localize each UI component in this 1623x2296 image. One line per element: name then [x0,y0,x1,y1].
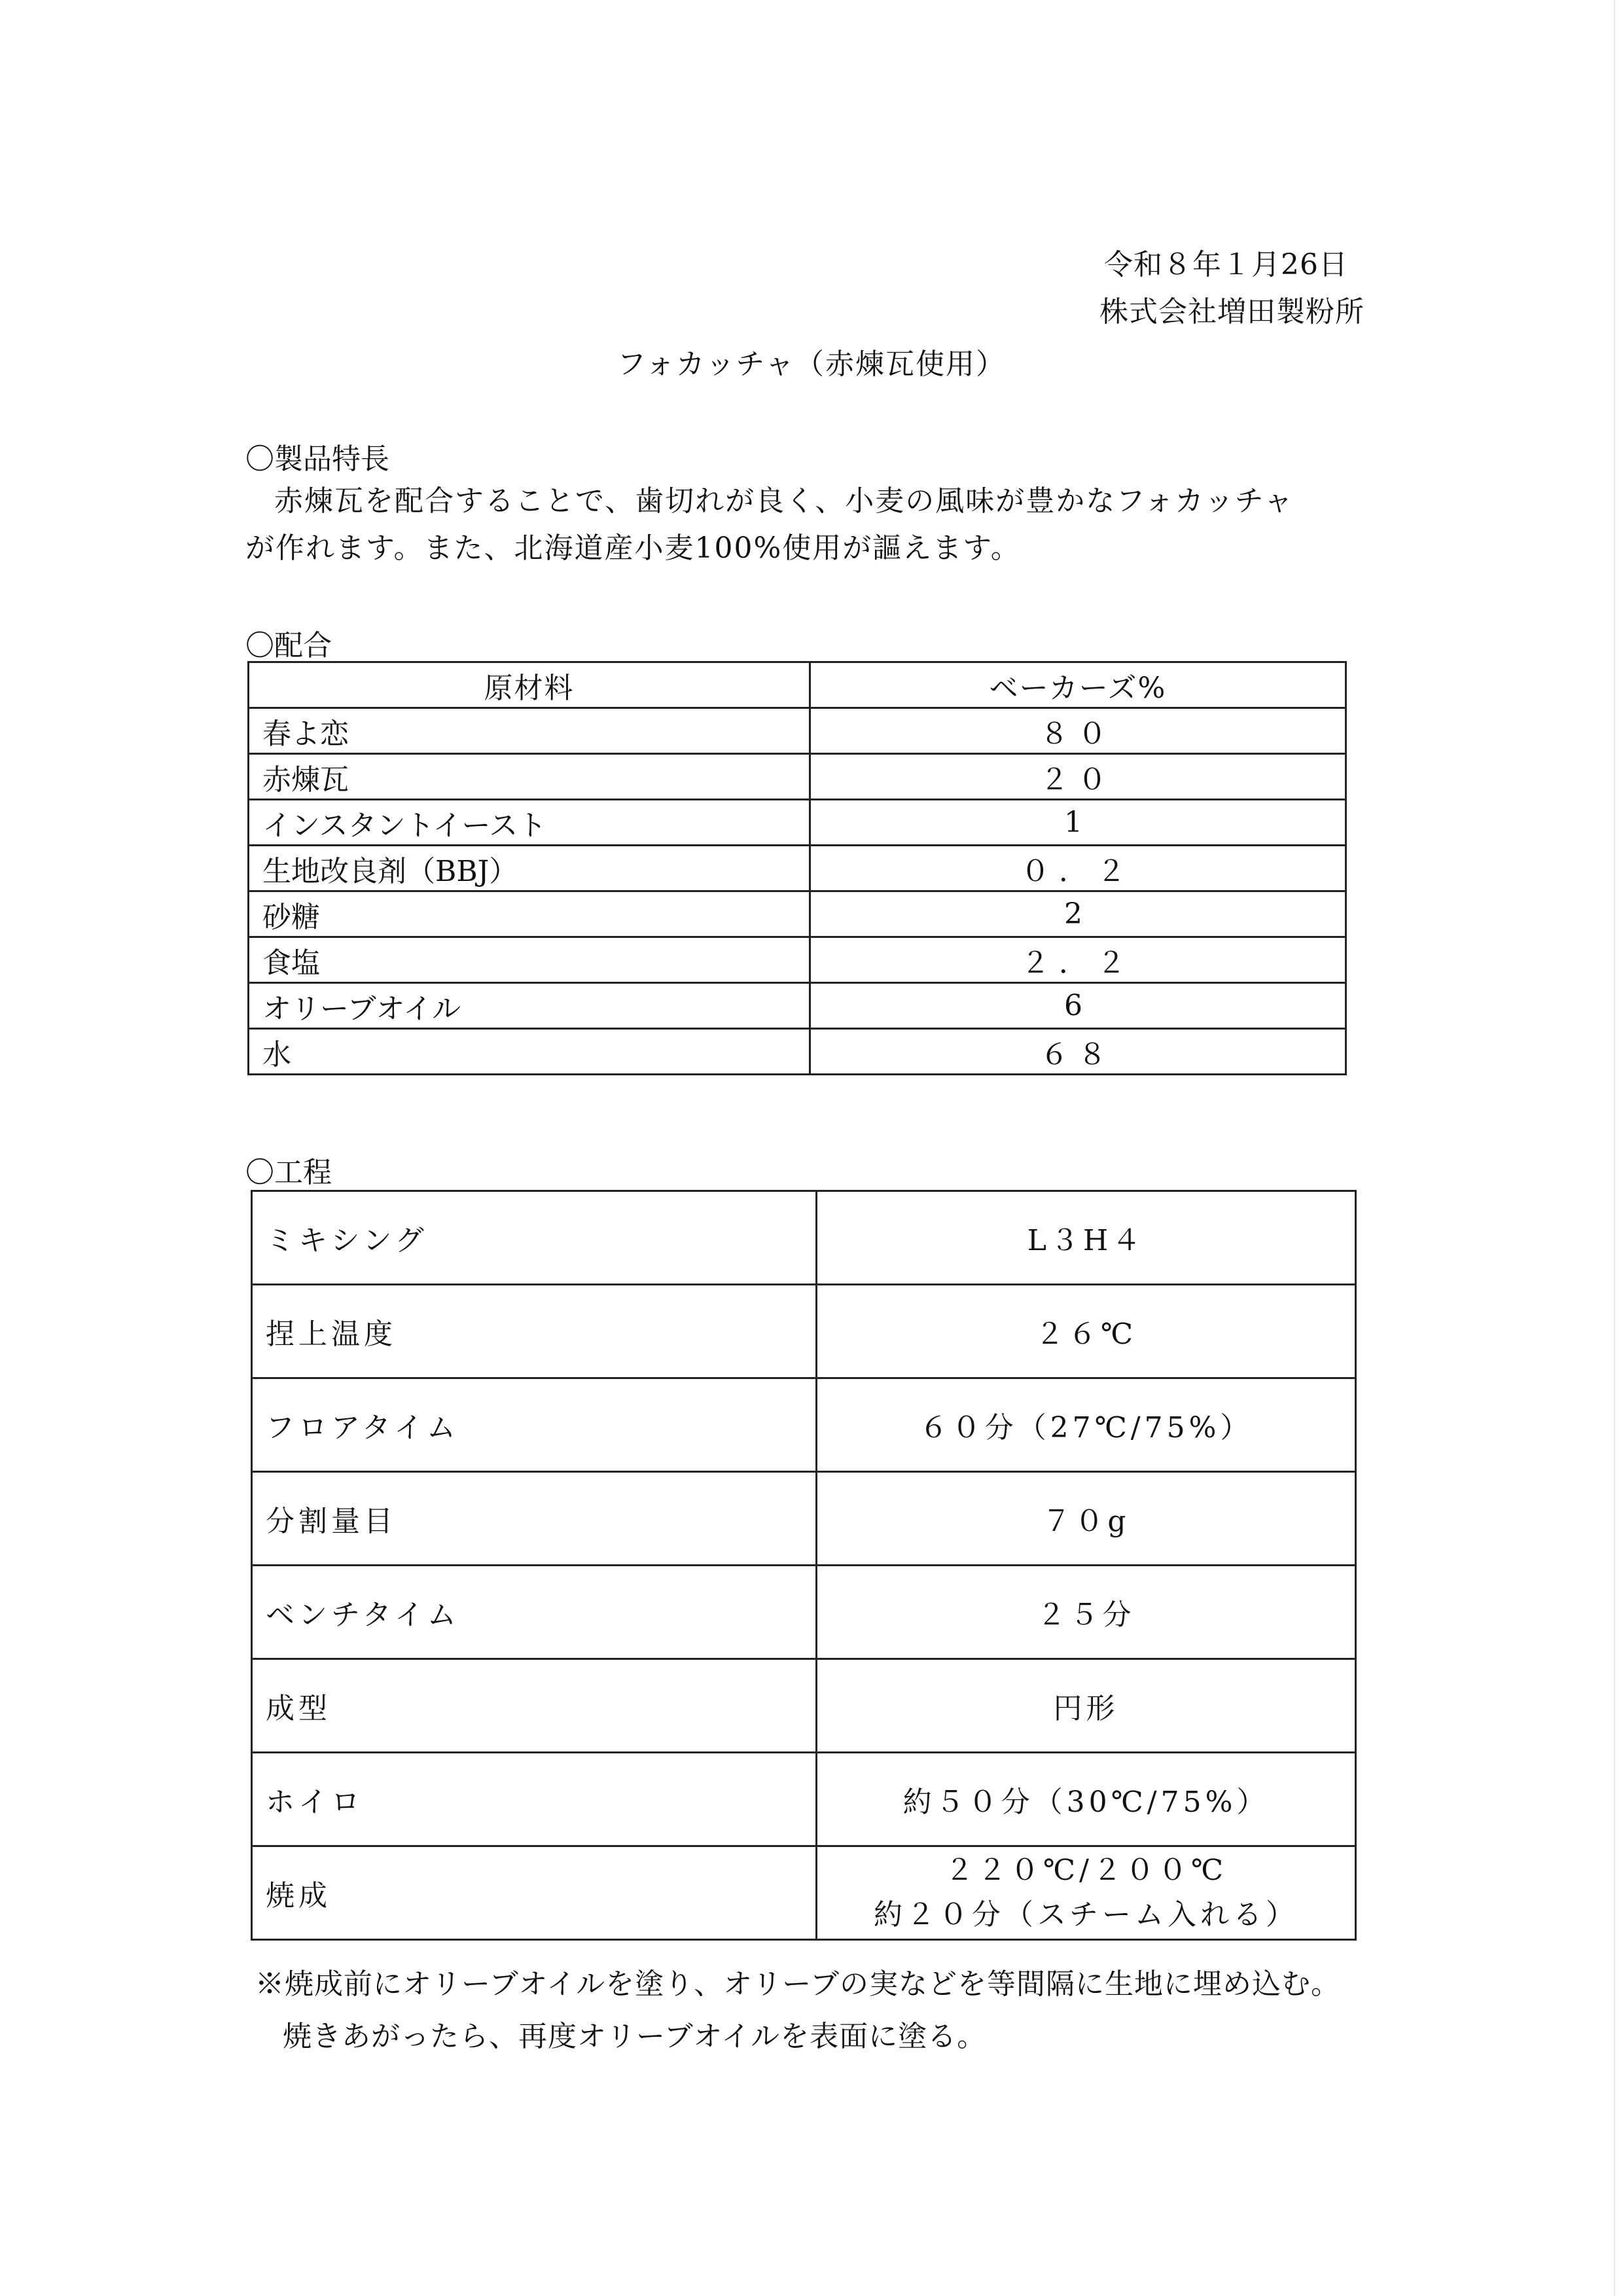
process-step-cell: フロアタイム [252,1378,817,1472]
ingredient-cell: 砂糖 [249,891,810,937]
process-value-cell: ２６℃ [817,1285,1356,1378]
ingredient-cell: 春よ恋 [249,708,810,754]
table-row [252,1191,1356,1285]
process-step-cell: 成型 [252,1659,817,1753]
table-row [249,708,1346,754]
percent-cell: 2 [810,891,1346,937]
table-row [252,1846,1356,1940]
process-value-cell: ２５分 [817,1566,1356,1659]
company-name: 株式会社増田製粉所 [1099,295,1364,329]
percent-cell: ０．２ [810,846,1346,891]
process-step-cell: ベンチタイム [252,1566,817,1659]
process-heading: 〇工程 [245,1156,332,1189]
baking-time: 約２０分（スチーム入れる） [873,1898,1299,1931]
process-step-cell: ミキシング [252,1191,817,1285]
process-value-cell: ７０g [817,1472,1356,1566]
ingredient-cell: インスタントイースト [249,800,810,846]
ingredient-cell: 赤煉瓦 [249,754,810,800]
process-step-cell: 分割量目 [252,1472,817,1566]
recipe-table [247,661,1347,1075]
table-header-row [249,662,1346,708]
table-row [249,846,1346,891]
percent-cell: ２．２ [810,937,1346,983]
table-row [252,1659,1356,1753]
process-step-cell: ホイロ [252,1753,817,1846]
ingredient-cell: オリーブオイル [249,983,810,1029]
features-heading: 〇製品特長 [245,442,389,476]
ingredient-cell: 水 [249,1029,810,1075]
percent-cell: 6 [810,983,1346,1029]
process-value-cell: L３H４ [817,1191,1356,1285]
document-title: フォカッチャ（赤煉瓦使用） [616,348,1007,381]
table-row [249,891,1346,937]
ingredient-cell: 生地改良剤（BBJ） [249,846,810,891]
table-row [249,800,1346,846]
process-step-cell: 焼成 [252,1846,817,1940]
baking-temperature: ２２０℃/２００℃ [944,1854,1228,1887]
process-value-cell: 約５０分（30℃/75%） [817,1753,1356,1846]
features-text: 赤煉瓦を配合することで、歯切れが良く、小麦の風味が豊かなフォカッチャが作れます。また、北海道産小麦100%使用が謳えます。 [245,484,1294,565]
table-row [252,1285,1356,1378]
table-row [252,1566,1356,1659]
percent-cell: 1 [810,800,1346,846]
percent-cell: ８０ [810,708,1346,754]
ingredient-cell: 食塩 [249,937,810,983]
table-row [252,1753,1356,1846]
percent-cell: ２０ [810,754,1346,800]
table-row [249,754,1346,800]
table-row [249,937,1346,983]
baking-value-cell [817,1846,1356,1940]
process-value-cell: 円形 [817,1659,1356,1753]
column-header-bakers-percent: ベーカーズ% [810,662,1346,708]
scan-edge-line [1614,0,1615,2296]
note-line-2: 焼きあがったら、再度オリーブオイルを表面に塗る。 [283,2020,987,2053]
table-row [249,1029,1346,1075]
process-step-cell: 捏上温度 [252,1285,817,1378]
column-header-ingredient: 原材料 [249,662,810,708]
table-row [252,1378,1356,1472]
document-date: 令和８年１月26日 [1104,248,1348,281]
process-value-cell: ６０分（27℃/75%） [817,1378,1356,1472]
process-table [251,1190,1357,1941]
table-row [252,1472,1356,1566]
table-row [249,983,1346,1029]
percent-cell: ６８ [810,1029,1346,1075]
note-line-1: ※焼成前にオリーブオイルを塗り、オリーブの実などを等間隔に生地に埋め込む。 [255,1967,1340,2001]
recipe-heading: 〇配合 [245,629,332,662]
